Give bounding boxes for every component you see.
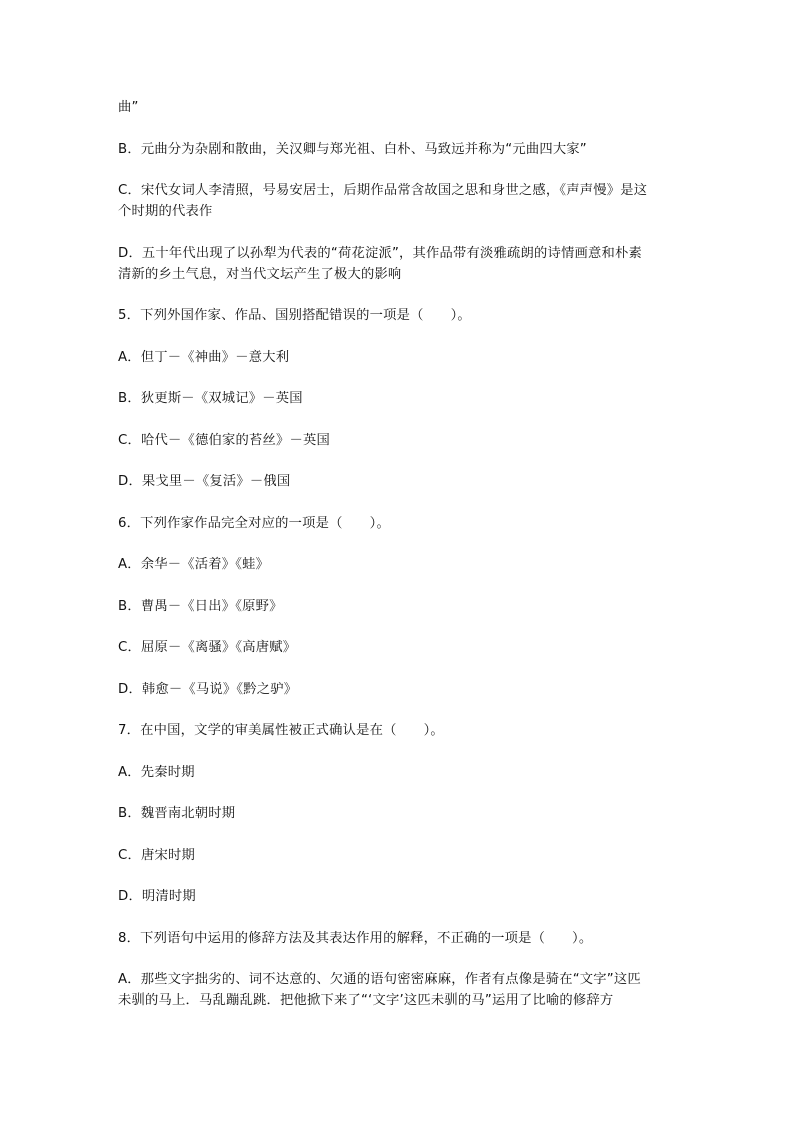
question-7: 7．在中国，文学的审美属性被正式确认是在（ ）。 xyxy=(118,723,444,738)
option-d-q6: D．韩愈－《马说》《黔之驴》 xyxy=(118,682,298,697)
option-b-q6: B．曹禺－《日出》《原野》 xyxy=(118,599,283,614)
text-line-continuation: 曲” xyxy=(118,100,139,115)
option-a-q6: A．余华－《活着》《蛙》 xyxy=(118,557,270,572)
option-b-q7: B．魏晋南北朝时期 xyxy=(118,806,236,821)
option-d-q7: D．明清时期 xyxy=(118,889,196,904)
question-8: 8．下列语句中运用的修辞方法及其表达作用的解释，不正确的一项是（ ）。 xyxy=(118,931,593,946)
option-a-q5: A．但丁－《神曲》－意大利 xyxy=(118,350,290,365)
option-b-q4: B．元曲分为杂剧和散曲，关汉卿与郑光祖、白朴、马致远并称为“元曲四大家” xyxy=(118,142,587,157)
option-c-q6: C．屈原－《离骚》《高唐赋》 xyxy=(118,640,297,655)
option-c-q4-line2: 个时期的代表作 xyxy=(118,204,213,219)
option-c-q5: C．哈代－《德伯家的苔丝》－英国 xyxy=(118,433,330,448)
option-c-q7: C．唐宋时期 xyxy=(118,848,195,863)
option-d-q5: D．果戈里－《复活》－俄国 xyxy=(118,474,291,489)
question-6: 6．下列作家作品完全对应的一项是（ ）。 xyxy=(118,516,390,531)
option-d-q4-line2: 清新的乡土气息，对当代文坛产生了极大的影响 xyxy=(118,267,402,282)
option-b-q5: B．狄更斯－《双城记》－英国 xyxy=(118,391,303,406)
question-5: 5．下列外国作家、作品、国别搭配错误的一项是（ ）。 xyxy=(118,308,471,323)
option-a-q8-line1: A．那些文字拙劣的、词不达意的、欠通的语句密密麻麻，作者有点像是骑在“文字”这匹 xyxy=(118,972,641,987)
option-d-q4-line1: D．五十年代出现了以孙犁为代表的“荷花淀派”，其作品带有淡雅疏朗的诗情画意和朴素 xyxy=(118,246,642,261)
option-a-q7: A．先秦时期 xyxy=(118,765,195,780)
option-a-q8-line2: 未驯的马上．马乱蹦乱跳．把他掀下来了“‘文字’这匹未驯的马”运用了比喻的修辞方 xyxy=(118,993,614,1008)
option-c-q4-line1: C．宋代女词人李清照，号易安居士，后期作品常含故国之思和身世之感，《声声慢》是这 xyxy=(118,183,648,198)
